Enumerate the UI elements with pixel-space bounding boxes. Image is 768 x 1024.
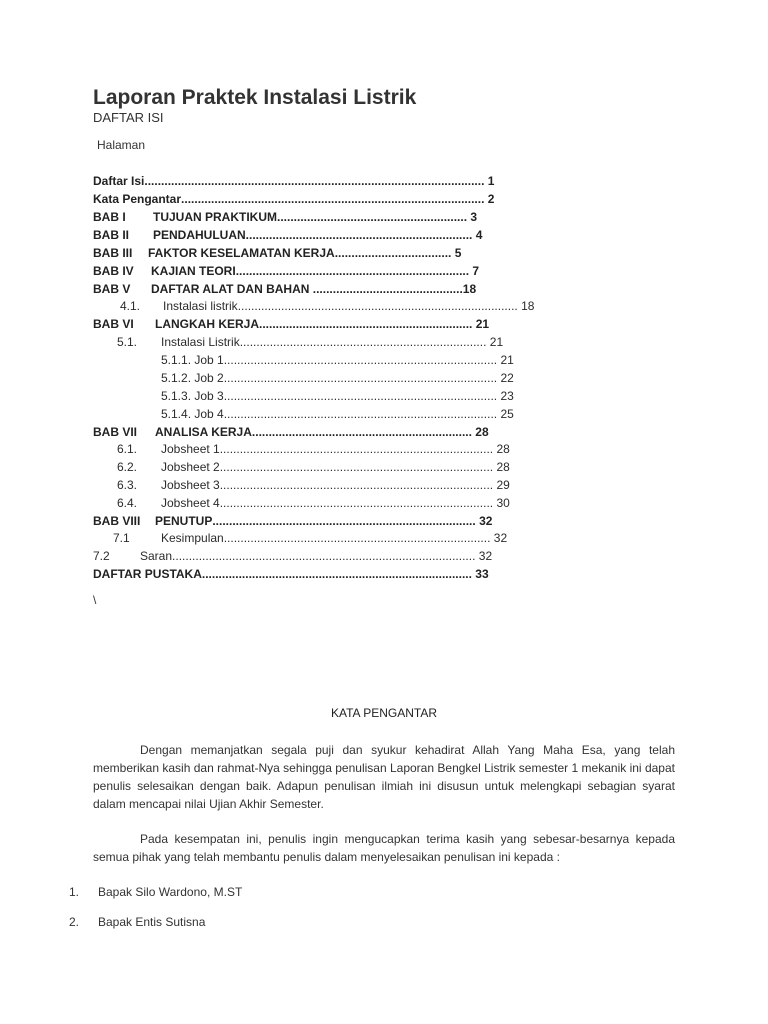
paragraph: Pada kesempatan ini, penulis ingin mengucapkan terima kasih yang sebesar-besarnya kepada semua pihak yang telah membantu penulis dalam menyelesaikan penulisan ini kepada : xyxy=(93,832,675,864)
stray-character: \ xyxy=(93,593,97,607)
paragraph: Dengan memanjatkan segala puji dan syukur kehadirat Allah Yang Maha Esa, yang telah memberikan kasih dan rahmat-Nya sehingga penulisan Laporan Bengkel Listrik semester 1 mekanik ini dapat penulis selesaikan dengan baik. Adapun penulisan ilmiah ini disusun untuk melengkapi sebagian syarat dalam mencapai nilai Ujian Akhir Semester. xyxy=(93,743,675,811)
toc-entry: DAFTAR PUSTAKA................................................................................. 33 xyxy=(93,567,489,581)
toc-subtitle: DAFTAR ISI xyxy=(93,110,164,125)
list-number: 1. xyxy=(69,885,80,899)
toc-entry: 4.1. Instalasi listrik.................................................................................... 18 xyxy=(120,299,535,313)
toc-entry: 6.1. Jobsheet 1.................................................................................. 28 xyxy=(117,442,510,456)
page-column-label: Halaman xyxy=(97,138,146,152)
toc-entry: BAB VI LANGKAH KERJA................................................................ 21 xyxy=(93,317,490,331)
toc-entry: BAB III FAKTOR KESELAMATAN KERJA................................... 5 xyxy=(93,246,462,260)
toc-entry: Daftar Isi...................................................................................................... 1 xyxy=(93,174,495,188)
toc-entry: BAB IV KAJIAN TEORI...................................................................... 7 xyxy=(93,264,480,278)
toc-entry: 7.1 Kesimpulan................................................................................ 32 xyxy=(113,531,508,545)
toc-entry: 5.1.4. Job 4.................................................................................. 25 xyxy=(161,407,514,421)
toc-entry: BAB VIII PENUTUP............................................................................... 32 xyxy=(93,514,493,528)
toc-entry: 6.3. Jobsheet 3.................................................................................. 29 xyxy=(117,478,510,492)
toc-entry: BAB I TUJUAN PRAKTIKUM......................................................... 3 xyxy=(93,210,478,224)
toc-entry: BAB V DAFTAR ALAT DAN BAHAN .............................................18 xyxy=(93,282,477,296)
toc-entry: BAB II PENDAHULUAN.................................................................... 4 xyxy=(93,228,483,242)
toc-entry: 5.1.2. Job 2.................................................................................. 22 xyxy=(161,371,514,385)
toc-entry: 6.2. Jobsheet 2.................................................................................. 28 xyxy=(117,460,510,474)
toc-entry: 5.1.3. Job 3.................................................................................. 23 xyxy=(161,389,514,403)
document-title: Laporan Praktek Instalasi Listrik xyxy=(93,86,417,109)
toc-entry: 6.4. Jobsheet 4.................................................................................. 30 xyxy=(117,496,510,510)
toc-entry: 5.1. Instalasi Listrik.......................................................................... 21 xyxy=(117,335,504,349)
toc-entry: BAB VII ANALISA KERJA.................................................................. 28 xyxy=(93,425,489,439)
toc-entry: 7.2 Saran........................................................................................... 32 xyxy=(93,549,493,563)
list-item: Bapak Entis Sutisna xyxy=(98,915,206,929)
list-number: 2. xyxy=(69,915,80,929)
list-item: Bapak Silo Wardono, M.ST xyxy=(98,885,243,899)
section-heading: KATA PENGANTAR xyxy=(330,706,438,720)
toc-entry: 5.1.1. Job 1.................................................................................. 21 xyxy=(161,353,514,367)
toc-entry: Kata Pengantar........................................................................................... 2 xyxy=(93,192,495,206)
